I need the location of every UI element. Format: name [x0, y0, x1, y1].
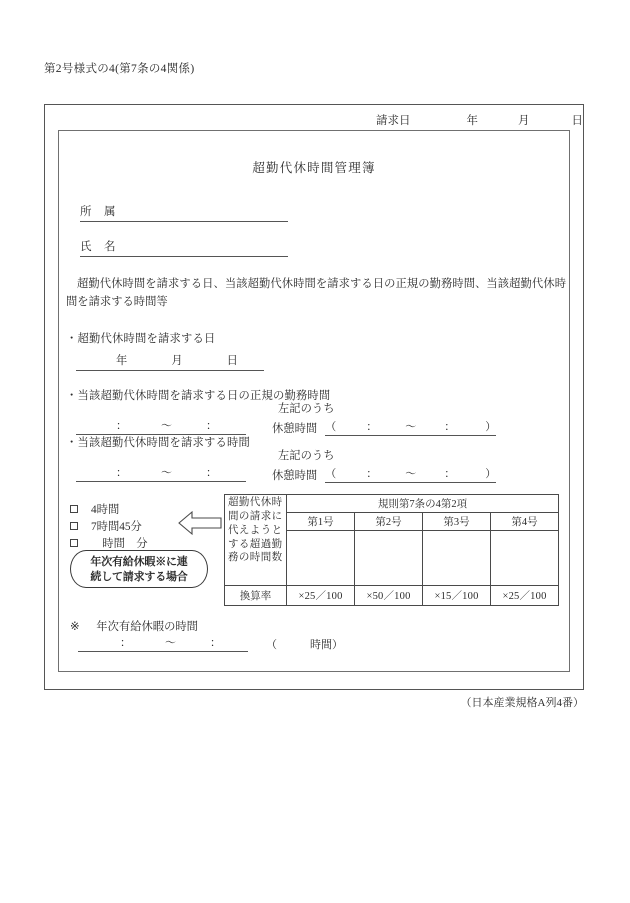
table-rate-cell-3: ×15／100: [423, 586, 491, 606]
section-regular-hours-bullet: ・当該超勤代休時間を請求する日の正規の勤務時間: [66, 390, 331, 402]
table-rate-cell-1: ×25／100: [287, 586, 355, 606]
claim-hours-colon-start: ：: [116, 467, 127, 479]
table-row-rates: [225, 586, 559, 606]
claim-hours-rest-block: [272, 447, 496, 483]
regular-hours-range-input[interactable]: [76, 417, 246, 435]
footnote-heading: [70, 618, 198, 634]
regular-rest-tilde: ～: [405, 421, 417, 433]
claim-date-day-unit: 日: [571, 115, 583, 127]
footnote-tilde: ～: [165, 637, 176, 649]
name-label: 氏 名: [80, 241, 116, 253]
regular-hours-colon-start: ：: [116, 420, 127, 432]
table-entry-cell-1[interactable]: [287, 531, 355, 586]
regular-hours-rest-note: 左記のうち: [278, 403, 335, 415]
footnote-mark: ※: [70, 621, 80, 633]
claim-date-row: [376, 112, 583, 131]
intro-paragraph: [66, 276, 566, 311]
claim-day-input[interactable]: [76, 352, 264, 371]
table-entry-cell-4[interactable]: [491, 531, 559, 586]
claim-hours-range-input[interactable]: [76, 464, 246, 482]
section-claim-day-bullet: ・超勤代休時間を請求する日: [66, 333, 216, 345]
form-number: 第2号様式の4(第7条の4関係): [44, 63, 195, 75]
claim-date-label: 請求日: [376, 115, 411, 127]
claim-hours-colon-end: ：: [206, 467, 217, 479]
claim-day-month-unit: 月: [171, 355, 183, 367]
claim-hours-rest-input[interactable]: [325, 465, 496, 483]
table-col-header-1: 第1号: [287, 513, 355, 531]
table-entry-cell-3[interactable]: [423, 531, 491, 586]
checkbox-label-custom: 時間 分: [91, 537, 148, 550]
claim-rest-paren-close: ）: [485, 468, 497, 480]
claim-date-month-unit: 月: [518, 115, 530, 127]
intro-line-2: 時間を請求する時間等: [66, 278, 566, 308]
checkbox-label-4h: 4時間: [91, 503, 120, 516]
claim-rest-colon-start: ：: [366, 468, 378, 480]
footnote-time-row: [78, 634, 343, 652]
bracket-note-line-2: 続して請求する場合: [90, 570, 188, 583]
page-title: 超勤代休時間管理簿: [252, 161, 376, 175]
checkbox-icon[interactable]: [70, 505, 78, 513]
table-span-header: 規則第7条の4第2項: [287, 495, 559, 513]
claim-rest-paren-open: （: [325, 468, 337, 480]
arrow-left-icon: [178, 510, 222, 536]
footnote-time-range-input[interactable]: [78, 634, 248, 652]
checkbox-row-4h[interactable]: [70, 500, 148, 517]
table-col-header-4: 第4号: [491, 513, 559, 531]
table-row-header-span: [225, 495, 559, 513]
regular-hours-colon-end: ：: [206, 420, 217, 432]
claim-rest-tilde: ～: [405, 468, 417, 480]
bracket-note-line-1: 年次有給休暇※に連: [90, 556, 188, 568]
table-entry-cell-2[interactable]: [355, 531, 423, 586]
name-field[interactable]: [80, 238, 288, 257]
footnote-colon-start: ：: [120, 637, 131, 649]
footnote-colon-end: ：: [210, 637, 221, 649]
claim-hours-tilde: ～: [161, 467, 172, 479]
regular-hours-rest-block: [272, 400, 496, 436]
regular-hours-tilde: ～: [161, 420, 172, 432]
regular-hours-rest-label: 休憩時間: [272, 423, 318, 435]
claim-hours-rest-note: 左記のうち: [278, 450, 335, 462]
paper-size-note: （日本産業規格A列4番）: [460, 697, 584, 709]
regular-rest-colon-start: ：: [366, 421, 378, 433]
footnote-hours-total: （ 時間）: [266, 639, 343, 651]
section-claim-hours-bullet: ・当該超勤代休時間を請求する時間: [66, 437, 250, 449]
checkbox-row-custom[interactable]: [70, 534, 148, 551]
regular-rest-paren-close: ）: [485, 421, 497, 433]
table-col-header-2: 第2号: [355, 513, 423, 531]
table-col-header-3: 第3号: [423, 513, 491, 531]
affiliation-label: 所 属: [80, 206, 116, 218]
checkbox-icon[interactable]: [70, 539, 78, 547]
annual-leave-note-box: [70, 550, 208, 588]
claim-date-year-unit: 年: [466, 115, 478, 127]
table-rate-cell-2: ×50／100: [355, 586, 423, 606]
checkbox-row-7h45m[interactable]: [70, 517, 148, 534]
intro-line-1: 超勤代休時間を請求する日、当該超勤代休時間を請求する日の正規の勤務時間、当該超勤代休: [77, 278, 555, 290]
claim-day-year-unit: 年: [116, 355, 128, 367]
regular-rest-paren-open: （: [325, 421, 337, 433]
footnote-text: 年次有給休暇の時間: [96, 621, 198, 633]
table-row-label: 超勤代休時間の請求に代えようとする超過勤務の時間数: [225, 495, 287, 586]
regular-rest-colon-end: ：: [444, 421, 456, 433]
table-rate-cell-4: ×25／100: [491, 586, 559, 606]
checkbox-label-7h45m: 7時間45分: [91, 520, 142, 533]
affiliation-field[interactable]: [80, 203, 288, 222]
checkbox-icon[interactable]: [70, 522, 78, 530]
conversion-table: [224, 494, 559, 606]
duration-checkbox-group: [70, 500, 148, 551]
claim-rest-colon-end: ：: [444, 468, 456, 480]
table-rate-label: 換算率: [225, 586, 287, 606]
claim-day-day-unit: 日: [226, 355, 238, 367]
claim-hours-rest-label: 休憩時間: [272, 470, 318, 482]
regular-hours-rest-input[interactable]: [325, 418, 496, 436]
